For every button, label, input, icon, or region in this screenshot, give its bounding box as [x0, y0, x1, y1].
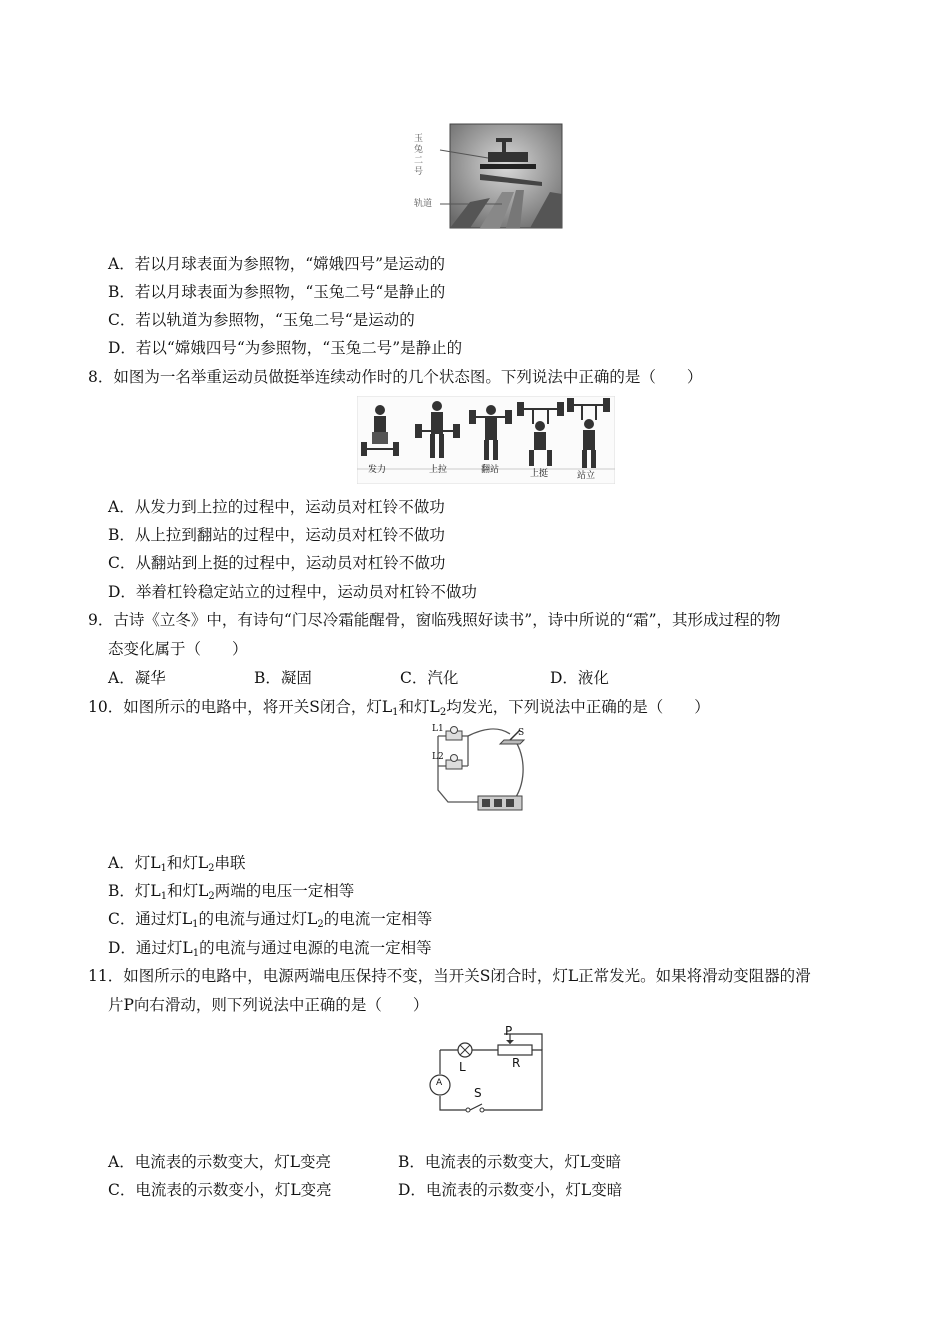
q8-option-d: D．举着杠铃稳定站立的过程中，运动员对杠铃不做功	[108, 583, 477, 601]
q8-figure-label-5: 站立	[577, 471, 596, 481]
q8-figure-label-3: 翻站	[481, 465, 500, 475]
q8-option-b: B．从上拉到翻站的过程中，运动员对杠铃不做功	[108, 526, 445, 544]
q8-stem: 8．如图为一名举重运动员做挺举连续动作时的几个状态图。下列说法中正确的是（ ）	[88, 368, 703, 386]
q9-option-d: D．液化	[550, 669, 609, 687]
q8-option-a: A．从发力到上拉的过程中，运动员对杠铃不做功	[108, 498, 445, 516]
q11-figure-label-s: S	[474, 1086, 482, 1100]
q8-figure-label-1: 发力	[368, 465, 387, 475]
q9-stem-line2: 态变化属于（ ）	[108, 640, 248, 658]
q7-figure-label-track: 轨道	[414, 199, 433, 209]
q9-stem-line1: 9．古诗《立冬》中，有诗句“门尽冷霜能醒骨，窗临残照好读书”，诗中所说的“霜”，其形成过程的物	[88, 611, 781, 629]
q11-option-b: B．电流表的示数变大，灯L变暗	[398, 1153, 622, 1171]
q11-option-c: C．电流表的示数变小，灯L变亮	[108, 1181, 332, 1199]
q8-option-c: C．从翻站到上挺的过程中，运动员对杠铃不做功	[108, 554, 446, 572]
q7-option-d: D．若以“嫦娥四号“为参照物，“玉兔二号”是静止的	[108, 339, 463, 357]
q11-option-a: A．电流表的示数变大，灯L变亮	[108, 1153, 331, 1171]
q8-figure-label-2: 上拉	[429, 465, 448, 475]
q10-option-b: B．灯$L_1$和灯$L_2$两端的电压一定相等	[108, 882, 355, 902]
q7-option-c: C．若以轨道为参照物，“玉兔二号“是运动的	[108, 311, 415, 329]
q10-figure-label-s: S	[518, 728, 525, 738]
q11-figure-label-r: R	[512, 1056, 521, 1070]
q11-rheostat-circuit-figure	[420, 1024, 552, 1118]
q10-option-a: A．灯$L_1$和灯$L_2$串联	[108, 854, 246, 874]
q10-option-d: D．通过灯$L_1$的电流与通过电源的电流一定相等	[108, 939, 432, 959]
q11-stem-line2: 片P向右滑动，则下列说法中正确的是（ ）	[108, 996, 429, 1014]
q11-figure-label-l: L	[459, 1060, 466, 1074]
q7-option-b: B．若以月球表面为参照物，“玉兔二号“是静止的	[108, 283, 446, 301]
q10-figure-label-l2: L2	[432, 752, 444, 762]
q11-figure-label-a: A	[436, 1078, 443, 1088]
q10-figure-label-l1: L1	[432, 724, 444, 734]
q9-option-c: C．汽化	[400, 669, 459, 687]
lunar-rover-photo	[410, 122, 565, 230]
q11-figure-label-p: P	[505, 1024, 513, 1038]
q9-option-b: B．凝固	[254, 669, 312, 687]
q11-stem-line1: 11．如图所示的电路中，电源两端电压保持不变，当开关S闭合时，灯L正常发光。如果将滑动变阻器的滑	[88, 967, 811, 985]
q10-stem: 10．如图所示的电路中，将开关S闭合，灯$L_1$和灯$L_2$均发光，下列说法中正确的是（ ）	[88, 698, 710, 718]
q8-figure-label-4: 上挺	[530, 469, 549, 479]
q11-option-d: D．电流表的示数变小，灯L变暗	[398, 1181, 623, 1199]
q9-options-row	[108, 668, 609, 688]
q7-option-a: A．若以月球表面为参照物，“嫦娥四号”是运动的	[108, 255, 446, 273]
q7-figure-label-rover: 玉兔二号	[414, 134, 424, 177]
q11-options-row-1	[108, 1152, 621, 1172]
q9-option-a: A．凝华	[108, 669, 166, 687]
q11-options-row-2	[108, 1180, 622, 1200]
q10-option-c: C．通过灯$L_1$的电流与通过灯$L_2$的电流一定相等	[108, 910, 433, 930]
